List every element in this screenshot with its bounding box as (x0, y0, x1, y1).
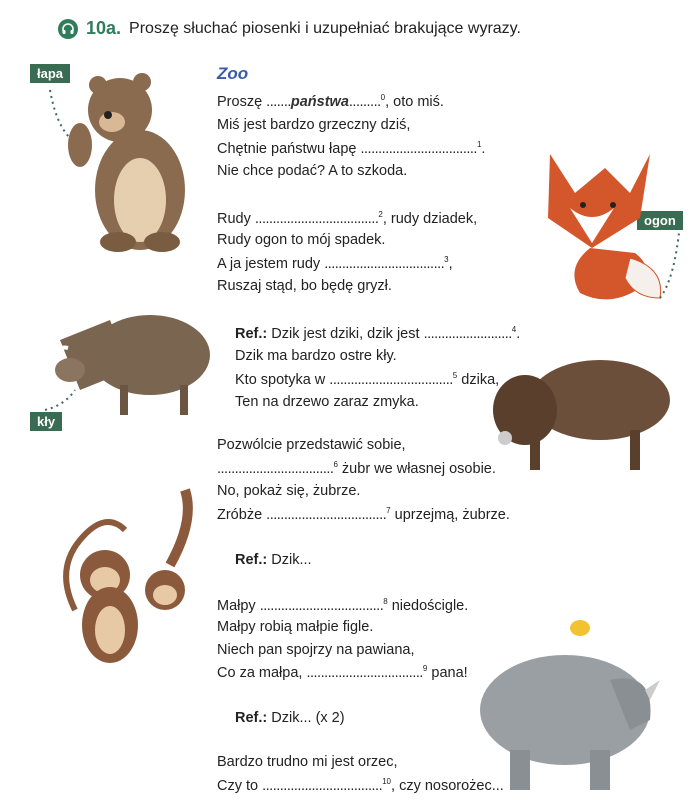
refrain-label: Ref.: (235, 710, 268, 726)
gap-number: 7 (386, 506, 391, 515)
bison-illustration (480, 350, 680, 480)
poem-line (217, 117, 410, 133)
gap-number: 2 (378, 210, 383, 219)
line-text: Ruszaj stąd, bo będę gryzł. (217, 278, 392, 294)
line-text: , (448, 255, 453, 272)
blank-gap: ................................... (254, 210, 379, 227)
tag-kly: kły (30, 412, 62, 431)
poem-line (235, 394, 419, 410)
poem-line (217, 278, 392, 294)
tag-lapa: łapa (30, 64, 70, 83)
fox-illustration (530, 148, 690, 308)
filled-answer: państwa (290, 93, 349, 110)
line-text: Kto spotyka w (235, 371, 330, 388)
blank-gap: .................................. (262, 777, 383, 794)
headphones-icon (58, 19, 78, 39)
rhino-illustration (460, 600, 670, 800)
line-text: Pozwólcie przedstawić sobie, (217, 437, 406, 453)
line-text: Dzik... (x 2) (267, 710, 345, 726)
line-text: niedościgle. (387, 597, 469, 614)
blank-gap: .................................. (324, 255, 445, 272)
poem-line (217, 232, 385, 248)
exercise-header (58, 18, 521, 39)
refrain-label: Ref.: (235, 552, 268, 568)
poem-line (217, 754, 398, 770)
line-text: , oto miś. (385, 93, 444, 110)
exercise-instruction: Proszę słuchać piosenki i uzupełniać brakujące wyrazy. (129, 19, 521, 37)
poem-line (217, 619, 373, 635)
line-text: Ten na drzewo zaraz zmyka. (235, 394, 419, 410)
poem-line (217, 483, 360, 499)
poem-line (217, 210, 477, 227)
gap-number: 3 (444, 255, 449, 264)
poem-line (217, 163, 407, 179)
gap-number: 5 (452, 371, 458, 380)
line-text: Chętnie państwu łapę (217, 140, 361, 157)
gap-number: 8 (383, 597, 388, 606)
line-text: Zróbże (217, 506, 267, 523)
poem-line (217, 460, 496, 477)
gap-number: 10 (382, 777, 392, 786)
line-text: dzika, (457, 371, 500, 388)
refrain-label: Ref.: (235, 325, 268, 342)
blank-gap: ......... (348, 93, 381, 110)
poem-line (217, 140, 485, 157)
poem-line (217, 93, 444, 110)
bear-illustration (40, 60, 200, 260)
line-text: Nie chce podać? A to szkoda. (217, 163, 408, 179)
poem-line (217, 437, 406, 453)
line-text: . (481, 140, 486, 157)
line-text: Proszę (217, 93, 267, 110)
line-text: Co za małpa, (217, 664, 307, 681)
blank-gap: ................................. (217, 460, 334, 477)
gap-number: 1 (476, 140, 482, 149)
line-text: uprzejmą, żubrze. (390, 506, 510, 523)
exercise-number: 10a. (86, 18, 122, 38)
poem-line (217, 255, 453, 272)
line-text: No, pokaż się, żubrze. (217, 483, 361, 499)
poem-line (235, 552, 312, 568)
line-text: Czy to (217, 777, 263, 794)
line-text: Dzik jest dziki, dzik jest (267, 325, 424, 342)
line-text: , czy nosorożec... (391, 777, 504, 794)
line-text: pana! (427, 664, 468, 681)
blank-gap: ................................... (329, 371, 453, 388)
line-text: Bardzo trudno mi jest orzec, (217, 754, 398, 770)
line-text: żubr we własnej osobie. (337, 460, 496, 477)
poem-title: Zoo (217, 64, 249, 83)
blank-gap: ................................... (259, 597, 384, 614)
line-text: Dzik ma bardzo ostre kły. (235, 348, 397, 364)
gap-number: 9 (422, 664, 428, 673)
blank-gap: ......................... (423, 325, 512, 342)
poem-line (217, 664, 468, 681)
poem-line (235, 371, 499, 388)
poem-line (217, 777, 504, 794)
poem-line (217, 597, 468, 614)
monkeys-illustration (55, 480, 215, 680)
gap-number: 0 (380, 93, 386, 102)
bird-shape (570, 620, 590, 636)
tag-ogon: ogon (637, 211, 683, 230)
line-text: Małpy (217, 597, 260, 614)
line-text: Małpy robią małpie figle. (217, 619, 374, 635)
boar-illustration (40, 300, 220, 420)
line-text: Dzik... (267, 552, 312, 568)
line-text: Miś jest bardzo grzeczny dziś, (217, 117, 411, 133)
poem-line (235, 710, 345, 726)
line-text: . (516, 325, 521, 342)
blank-gap: ....... (266, 93, 291, 110)
poem-line (217, 506, 510, 523)
line-text: A ja jestem rudy (217, 255, 325, 272)
blank-gap: ................................. (306, 664, 423, 681)
poem-line (235, 348, 397, 364)
blank-gap: ................................. (360, 140, 477, 157)
gap-number: 4 (511, 325, 517, 334)
poem-line (217, 642, 414, 658)
line-text: Niech pan spojrzy na pawiana, (217, 642, 415, 658)
line-text: Rudy ogon to mój spadek. (217, 232, 386, 248)
line-text: Rudy (217, 210, 255, 227)
blank-gap: .................................. (266, 506, 387, 523)
poem-line (235, 325, 520, 342)
line-text: , rudy dziadek, (382, 210, 478, 227)
gap-number: 6 (333, 460, 338, 469)
